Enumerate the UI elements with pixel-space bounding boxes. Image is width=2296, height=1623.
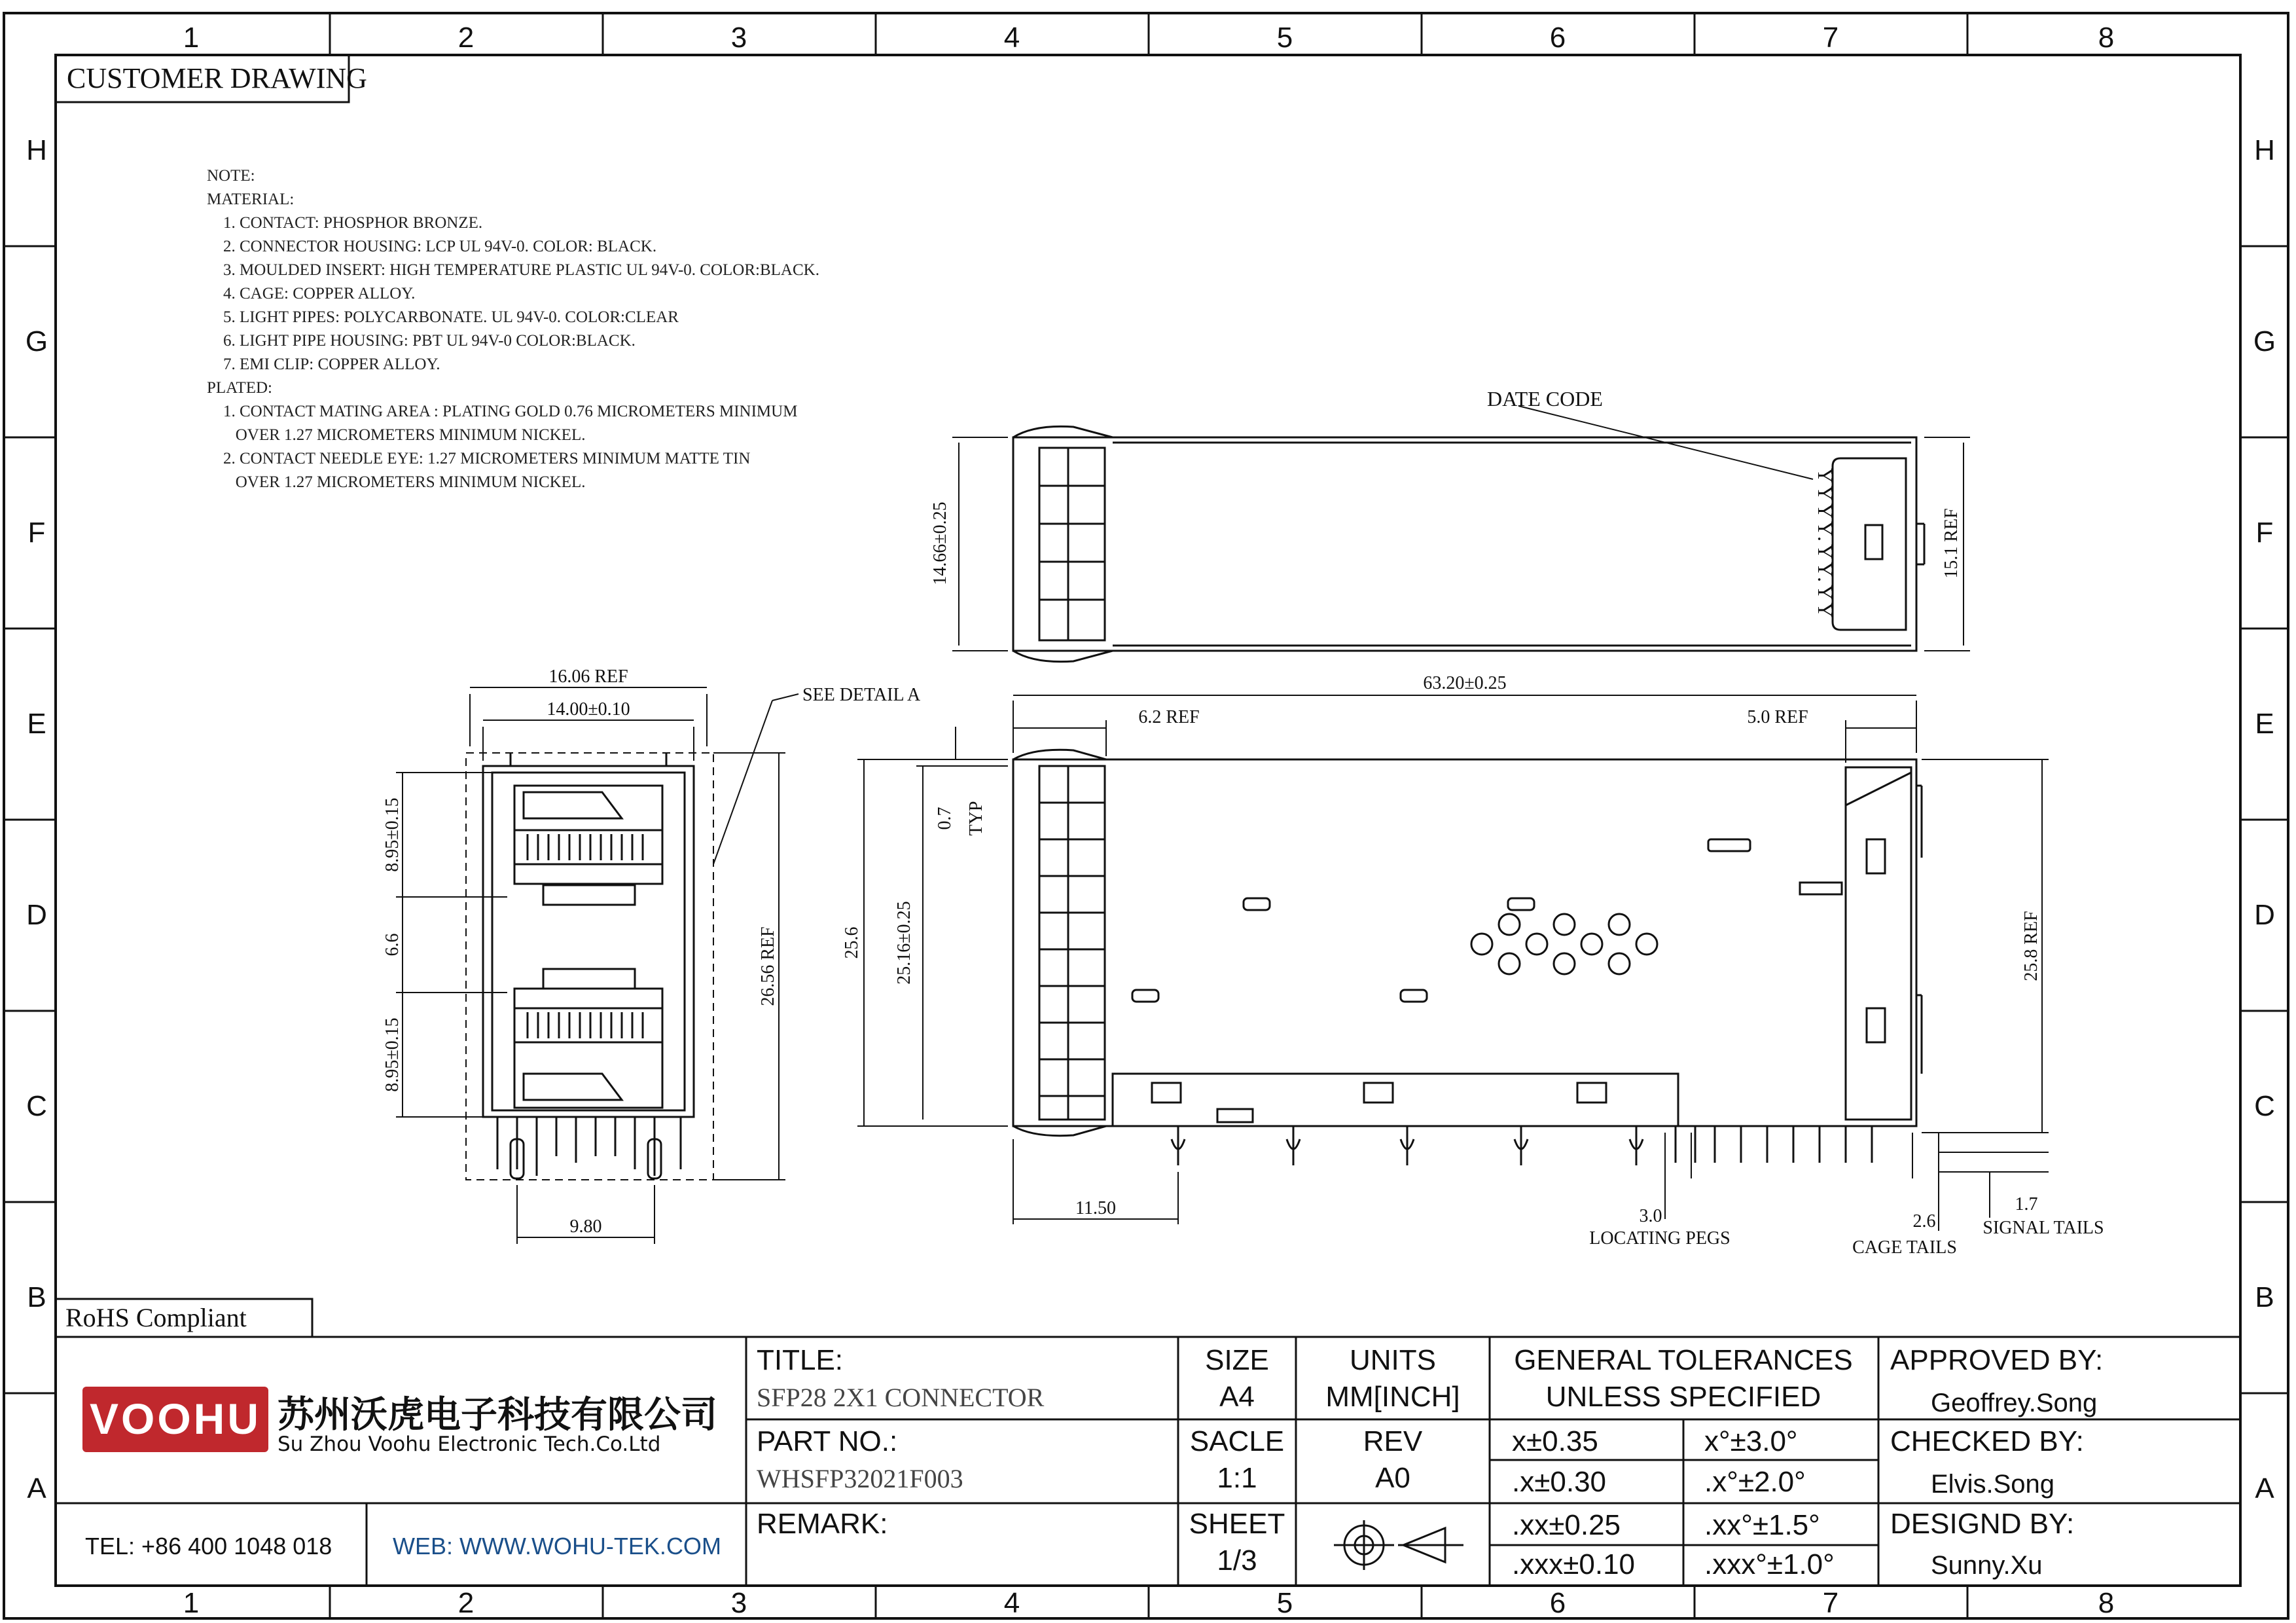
dim-right-ref: 5.0 REF <box>1747 707 1808 727</box>
zone-row-left: G <box>25 325 48 357</box>
note-line: 7. EMI CLIP: COPPER ALLOY. <box>207 356 440 373</box>
units-value: MM[INCH] <box>1325 1381 1460 1413</box>
dim-port-upper: 8.95±0.15 <box>382 797 403 872</box>
note-line: 4. CAGE: COPPER ALLOY. <box>207 285 416 302</box>
note-line: 3. MOULDED INSERT: HIGH TEMPERATURE PLASTIC UL 94V-0. COLOR:BLACK. <box>207 261 819 279</box>
lower-contacts <box>528 1012 643 1038</box>
zone-row-right: E <box>2255 708 2274 740</box>
rev-label: REV <box>1363 1425 1423 1457</box>
tol-angular: .xx°±1.5° <box>1704 1509 1820 1541</box>
zone-row-right: C <box>2254 1090 2275 1122</box>
note-line: 2. CONNECTOR HOUSING: LCP UL 94V-0. COLOR: BLACK. <box>207 238 657 255</box>
zone-col-bottom: 3 <box>730 1587 747 1619</box>
dim-top-ref: 15.1 REF <box>1941 508 1962 579</box>
side-view <box>1013 750 1922 1165</box>
dim-typ-value: 0.7 <box>935 807 955 830</box>
zone-row-left: B <box>27 1281 46 1313</box>
zone-row-left: E <box>27 708 46 740</box>
label-cage-tails: CAGE TAILS <box>1852 1237 1957 1258</box>
dim-left-ref: 6.2 REF <box>1138 707 1200 727</box>
zone-col-bottom: 5 <box>1276 1587 1293 1619</box>
approved-label: APPROVED BY: <box>1890 1344 2104 1376</box>
designed-value: Sunny.Xu <box>1931 1551 2043 1580</box>
zone-row-right: H <box>2254 134 2275 166</box>
dim-port-gap: 6.6 <box>382 933 403 957</box>
zone-col-bottom: 2 <box>457 1587 475 1619</box>
tol-angular: .x°±2.0° <box>1704 1466 1806 1498</box>
dim-peg-len: 3.0 <box>1639 1206 1662 1226</box>
zone-col-top: 2 <box>457 22 475 54</box>
sheet-label: SHEET <box>1189 1508 1285 1540</box>
dim-port-lower: 8.95±0.15 <box>382 1017 403 1092</box>
zone-row-left: H <box>26 134 47 166</box>
zone-col-top: 1 <box>183 22 200 54</box>
note-line: MATERIAL: <box>207 191 295 208</box>
notes-block <box>207 167 819 491</box>
zone-row-right: B <box>2255 1281 2274 1313</box>
note-line: NOTE: <box>207 167 255 185</box>
dim-signal-tail-len: 1.7 <box>2015 1194 2038 1214</box>
tolerances-title: GENERAL TOLERANCES <box>1514 1344 1853 1376</box>
tol-angular: .xxx°±1.0° <box>1704 1548 1835 1580</box>
zone-col-top: 7 <box>1822 22 1839 54</box>
units-label: UNITS <box>1350 1344 1436 1376</box>
part-value: WHSFP32021F003 <box>757 1464 963 1493</box>
title-value: SFP28 2X1 CONNECTOR <box>757 1383 1045 1412</box>
size-label: SIZE <box>1205 1344 1269 1376</box>
company-web[interactable]: WEB: WWW.WOHU-TEK.COM <box>393 1533 721 1559</box>
company-name-en: Su Zhou Voohu Electronic Tech.Co.Ltd <box>278 1432 661 1456</box>
company-tel: TEL: +86 400 1048 018 <box>85 1533 332 1559</box>
title-label: TITLE: <box>757 1344 844 1376</box>
note-line: 5. LIGHT PIPES: POLYCARBONATE. UL 94V-0. COLOR:CLEAR <box>207 308 679 326</box>
designed-label: DESIGND BY: <box>1890 1508 2075 1540</box>
zone-row-left: C <box>26 1090 47 1122</box>
part-label: PART NO.: <box>757 1425 898 1457</box>
date-code-text: YYYY.YY.YY <box>1814 467 1837 621</box>
dim-cage-tail-len: 2.6 <box>1912 1211 1936 1231</box>
tol-linear: .x±0.30 <box>1512 1466 1607 1498</box>
date-code-label: DATE CODE <box>1487 387 1603 410</box>
dim-pin-span: 9.80 <box>569 1216 602 1237</box>
dim-top-height: 14.66±0.25 <box>930 501 950 585</box>
scale-value: 1:1 <box>1217 1462 1257 1494</box>
note-line: 2. CONTACT NEEDLE EYE: 1.27 MICROMETERS MINIMUM MATTE TIN <box>207 450 751 467</box>
top-view <box>1013 426 1924 661</box>
zone-row-left: F <box>27 517 46 549</box>
tol-linear: .xx±0.25 <box>1512 1509 1621 1541</box>
dim-side-height: 25.6 <box>842 926 862 959</box>
size-value: A4 <box>1219 1381 1255 1413</box>
zone-row-right: D <box>2254 899 2275 931</box>
dim-front-width: 14.00±0.10 <box>547 699 630 720</box>
dim-side-height-tol: 25.16±0.25 <box>894 901 914 985</box>
zone-col-top: 3 <box>730 22 747 54</box>
zone-row-left: D <box>26 899 47 931</box>
scale-label: SACLE <box>1189 1425 1285 1457</box>
tol-linear: .xxx±0.10 <box>1512 1548 1636 1580</box>
dim-side-right-ref: 25.8 REF <box>2021 911 2041 981</box>
tolerances-subtitle: UNLESS SPECIFIED <box>1545 1381 1821 1413</box>
zone-col-top: 4 <box>1003 22 1020 54</box>
front-view <box>466 753 713 1180</box>
dim-overall-length: 63.20±0.25 <box>1423 673 1507 693</box>
projection-symbol-icon <box>1334 1520 1463 1570</box>
zone-col-bottom: 4 <box>1003 1587 1020 1619</box>
note-line: 1. CONTACT: PHOSPHOR BRONZE. <box>207 214 483 232</box>
logo-text: VOOHU <box>89 1395 262 1443</box>
dim-peg-offset: 11.50 <box>1075 1198 1116 1218</box>
header-label: CUSTOMER DRAWING <box>67 62 367 94</box>
zone-col-top: 8 <box>2098 22 2115 54</box>
zone-row-right: G <box>2253 325 2276 357</box>
company-name-cn: 苏州沃虎电子科技有限公司 <box>278 1394 717 1436</box>
tol-linear: x±0.35 <box>1512 1425 1598 1457</box>
dim-typ-label: TYP <box>966 801 986 836</box>
see-detail-label: SEE DETAIL A <box>802 685 921 705</box>
zone-col-top: 6 <box>1549 22 1566 54</box>
tol-angular: x°±3.0° <box>1704 1425 1798 1457</box>
rev-value: A0 <box>1375 1462 1410 1494</box>
remark-label: REMARK: <box>757 1508 888 1540</box>
side-view-dims <box>857 695 2049 1231</box>
checked-label: CHECKED BY: <box>1890 1425 2084 1457</box>
front-view-dims <box>396 687 798 1244</box>
zone-col-top: 5 <box>1276 22 1293 54</box>
label-signal-tails: SIGNAL TAILS <box>1982 1218 2104 1238</box>
approved-value: Geoffrey.Song <box>1931 1389 2098 1417</box>
note-line: 6. LIGHT PIPE HOUSING: PBT UL 94V-0 COLOR:BLACK. <box>207 332 636 350</box>
zone-col-bottom: 1 <box>183 1587 200 1619</box>
checked-value: Elvis.Song <box>1931 1470 2054 1499</box>
zone-row-left: A <box>27 1472 46 1504</box>
zone-col-bottom: 6 <box>1549 1587 1566 1619</box>
upper-contacts <box>528 834 643 860</box>
dim-front-width-ref: 16.06 REF <box>548 666 628 687</box>
rohs-label: RoHS Compliant <box>65 1303 247 1332</box>
zone-col-bottom: 7 <box>1822 1587 1839 1619</box>
sheet-value: 1/3 <box>1217 1544 1257 1577</box>
label-locating-pegs: LOCATING PEGS <box>1589 1228 1731 1249</box>
zone-row-right: A <box>2255 1472 2274 1504</box>
note-line: PLATED: <box>207 379 272 397</box>
note-line: OVER 1.27 MICROMETERS MINIMUM NICKEL. <box>207 473 586 491</box>
zone-row-right: F <box>2255 517 2274 549</box>
note-line: OVER 1.27 MICROMETERS MINIMUM NICKEL. <box>207 426 586 444</box>
note-line: 1. CONTACT MATING AREA : PLATING GOLD 0.76 MICROMETERS MINIMUM <box>207 403 798 420</box>
dim-front-height-ref: 26.56 REF <box>758 926 778 1006</box>
zone-col-bottom: 8 <box>2098 1587 2115 1619</box>
